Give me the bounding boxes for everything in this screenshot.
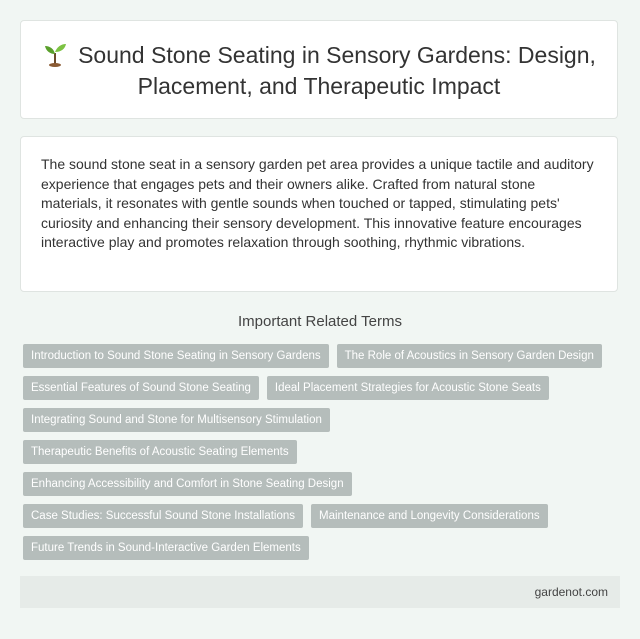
footer <box>20 576 620 608</box>
footer-site-link[interactable]: gardenot.com <box>534 585 608 599</box>
related-term-tag[interactable]: The Role of Acoustics in Sensory Garden Design <box>337 344 602 368</box>
related-terms-list <box>23 344 623 568</box>
tag-row <box>23 376 623 400</box>
related-term-tag[interactable]: Enhancing Accessibility and Comfort in Stone Seating Design <box>23 472 352 496</box>
description-text: The sound stone seat in a sensory garden pet area provides a unique tactile and auditory experience that engages pets and their owners alike. Crafted from natural stone materials, it resonates with gentle sounds when touched or tapped, stimulating pets' curiosity and enhancing their sensory development. This innovative feature encourages interactive play and promotes relaxation through soothing, rhythmic vibrations. <box>41 156 594 250</box>
related-term-tag[interactable]: Integrating Sound and Stone for Multisensory Stimulation <box>23 408 330 432</box>
seedling-icon <box>42 41 68 67</box>
related-term-tag[interactable]: Therapeutic Benefits of Acoustic Seating Elements <box>23 440 297 464</box>
description-card <box>20 136 618 292</box>
related-terms-heading: Important Related Terms <box>238 313 402 330</box>
tag-row <box>23 440 623 464</box>
tag-row <box>23 536 623 560</box>
related-term-tag[interactable]: Introduction to Sound Stone Seating in Sensory Gardens <box>23 344 329 368</box>
title-card <box>20 20 618 119</box>
related-term-tag[interactable]: Essential Features of Sound Stone Seating <box>23 376 259 400</box>
page-title-text: Sound Stone Seating in Sensory Gardens: Design, Placement, and Therapeutic Impact <box>78 41 596 99</box>
tag-row <box>23 344 623 368</box>
tag-row <box>23 504 623 528</box>
tag-row <box>23 472 623 496</box>
related-term-tag[interactable]: Ideal Placement Strategies for Acoustic Stone Seats <box>267 376 549 400</box>
related-term-tag[interactable]: Maintenance and Longevity Considerations <box>311 504 548 528</box>
related-term-tag[interactable]: Case Studies: Successful Sound Stone Installations <box>23 504 303 528</box>
tag-row <box>23 408 623 432</box>
page-title <box>21 21 617 120</box>
related-term-tag[interactable]: Future Trends in Sound-Interactive Garden Elements <box>23 536 309 560</box>
